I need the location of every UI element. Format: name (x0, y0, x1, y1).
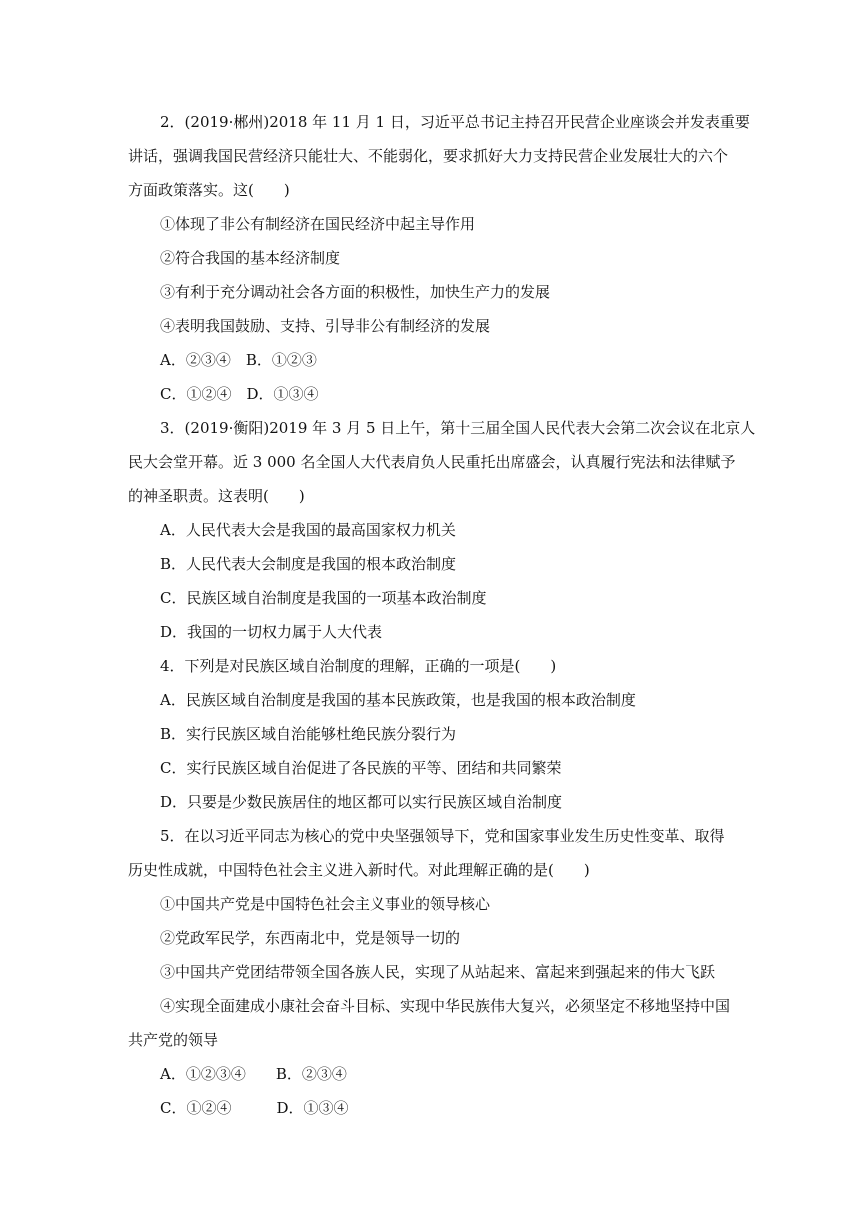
question-2-options-row-1: A．②③④ B．①②③ (160, 351, 317, 369)
question-3-option-c: C．民族区域自治制度是我国的一项基本政治制度 (160, 589, 487, 607)
question-4-option-a: A．民族区域自治制度是我国的基本民族政策，也是我国的根本政治制度 (160, 691, 636, 709)
question-5-line-2: 历史性成就，中国特色社会主义进入新时代。对此理解正确的是( ) (128, 861, 590, 879)
question-2-statement-1: ①体现了非公有制经济在国民经济中起主导作用 (160, 215, 476, 233)
question-4-option-b: B．实行民族区域自治能够杜绝民族分裂行为 (160, 725, 457, 743)
question-2-statement-2: ②符合我国的基本经济制度 (160, 249, 341, 267)
question-3-option-a: A．人民代表大会是我国的最高国家权力机关 (160, 521, 456, 539)
question-4-option-c: C．实行民族区域自治促进了各民族的平等、团结和共同繁荣 (160, 759, 562, 777)
question-5-statement-3: ③中国共产党团结带领全国各族人民，实现了从站起来、富起来到强起来的伟大飞跃 (160, 963, 716, 981)
question-2-options-row-2: C．①②④ D．①③④ (160, 385, 319, 403)
question-5-statement-1: ①中国共产党是中国特色社会主义事业的领导核心 (160, 895, 491, 913)
question-3-option-d: D．我国的一切权力属于人大代表 (160, 623, 383, 641)
question-5-statement-2: ②党政军民学，东西南北中，党是领导一切的 (160, 929, 461, 947)
question-5-options-row-1: A．①②③④ B．②③④ (160, 1065, 347, 1083)
question-2-line-2: 讲话，强调我国民营经济只能壮大、不能弱化，要求抓好大力支持民营企业发展壮大的六个 (128, 147, 729, 165)
question-5-statement-4: ④实现全面建成小康社会奋斗目标、实现中华民族伟大复兴，必须坚定不移地坚持中国 (160, 997, 731, 1015)
question-2-line-1: 2．(2019·郴州)2018 年 11 月 1 日，习近平总书记主持召开民营企业座谈会并发表重要 (160, 113, 750, 131)
question-2-statement-3: ③有利于充分调动社会各方面的积极性，加快生产力的发展 (160, 283, 551, 301)
question-3-line-1: 3．(2019·衡阳)2019 年 3 月 5 日上午，第十三届全国人民代表大会第二次会议在北京人 (160, 419, 756, 437)
question-4-option-d: D．只要是少数民族居住的地区都可以实行民族区域自治制度 (160, 793, 563, 811)
question-2-statement-4: ④表明我国鼓励、支持、引导非公有制经济的发展 (160, 317, 491, 335)
question-4-line-1: 4．下列是对民族区域自治制度的理解，正确的一项是( ) (160, 657, 557, 675)
question-3-line-3: 的神圣职责。这表明( ) (128, 487, 305, 505)
question-5-statement-4-cont: 共产党的领导 (128, 1031, 219, 1049)
question-5-options-row-2: C．①②④ D．①③④ (160, 1099, 349, 1117)
question-2-line-3: 方面政策落实。这( ) (128, 181, 290, 199)
question-3-option-b: B．人民代表大会制度是我国的根本政治制度 (160, 555, 457, 573)
question-3-line-2: 民大会堂开幕。近 3 000 名全国人大代表肩负人民重托出席盛会，认真履行宪法和法律赋予 (128, 453, 736, 471)
question-5-line-1: 5．在以习近平同志为核心的党中央坚强领导下，党和国家事业发生历史性变革、取得 (160, 827, 725, 845)
